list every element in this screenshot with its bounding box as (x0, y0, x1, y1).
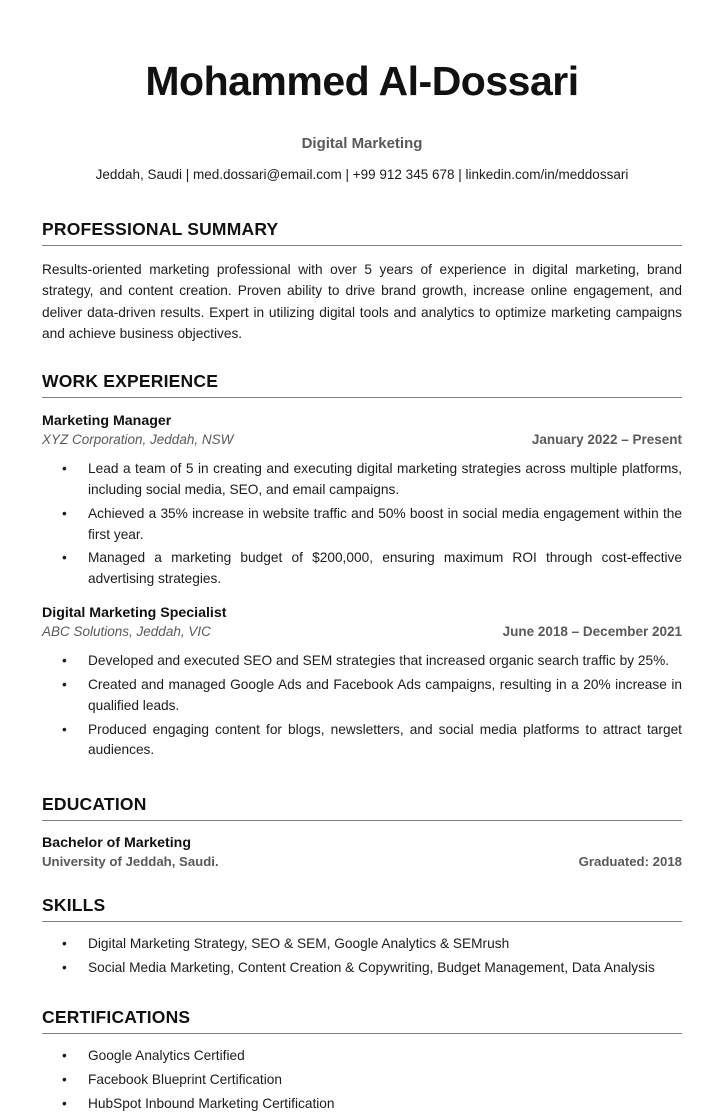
job-dates: January 2022 – Present (532, 432, 682, 447)
section-certifications (42, 1007, 682, 1114)
job-bullet: • Achieved a 35% increase in website traffic and 50% boost in social media engagement within the first year. (42, 504, 682, 546)
job-bullet: • Managed a marketing budget of $200,000, ensuring maximum ROI through cost-effective advertising strategies. (42, 548, 682, 590)
section-education (42, 794, 682, 869)
job-company: XYZ Corporation, Jeddah, NSW (42, 432, 233, 447)
job-entry-digital-marketing-specialist (42, 605, 682, 761)
certifications-list (42, 1046, 682, 1114)
section-work-experience (42, 371, 682, 761)
heading-professional-summary: PROFESSIONAL SUMMARY (42, 219, 682, 246)
job-bullet: • Created and managed Google Ads and Facebook Ads campaigns, resulting in a 20% increase in qualified leads. (42, 675, 682, 717)
graduation-date: Graduated: 2018 (579, 854, 682, 869)
skill-item: • Social Media Marketing, Content Creation & Copywriting, Budget Management, Data Analysis (42, 958, 682, 979)
job-meta-row (42, 432, 682, 447)
job-bullet-list (42, 459, 682, 590)
education-meta-row (42, 854, 682, 869)
job-bullet: • Lead a team of 5 in creating and executing digital marketing strategies across multiple platforms, including social media, SEO, and email campaigns. (42, 459, 682, 501)
school-name: University of Jeddah, Saudi. (42, 854, 219, 869)
resume-header (42, 58, 682, 182)
job-title: Digital Marketing Specialist (42, 605, 682, 621)
heading-skills: SKILLS (42, 895, 682, 922)
education-entry (42, 835, 682, 869)
job-title: Marketing Manager (42, 413, 682, 429)
heading-work-experience: WORK EXPERIENCE (42, 371, 682, 398)
summary-paragraph: Results-oriented marketing professional with over 5 years of experience in digital marketing, brand strategy, and content creation. Proven ability to drive brand growth, increase online engagement, and deliver data-driven results. Expert in utilizing digital tools and analytics to optimize marketing campaigns and achieve business objectives. (42, 259, 682, 344)
heading-certifications: CERTIFICATIONS (42, 1007, 682, 1034)
job-bullet: • Produced engaging content for blogs, newsletters, and social media platforms to attract target audiences. (42, 720, 682, 762)
job-company: ABC Solutions, Jeddah, VIC (42, 624, 211, 639)
certification-item: • HubSpot Inbound Marketing Certification (42, 1094, 682, 1114)
job-bullet-list (42, 651, 682, 761)
job-entry-marketing-manager (42, 413, 682, 590)
section-skills (42, 895, 682, 979)
candidate-job-title: Digital Marketing (42, 135, 682, 152)
skill-item: • Digital Marketing Strategy, SEO & SEM, Google Analytics & SEMrush (42, 934, 682, 955)
candidate-name: Mohammed Al-Dossari (42, 58, 682, 105)
contact-line: Jeddah, Saudi | med.dossari@email.com | +99 912 345 678 | linkedin.com/in/meddossari (42, 167, 682, 182)
skills-list (42, 934, 682, 979)
job-dates: June 2018 – December 2021 (503, 624, 682, 639)
job-meta-row (42, 624, 682, 639)
heading-education: EDUCATION (42, 794, 682, 821)
section-professional-summary (42, 219, 682, 344)
certification-item: • Facebook Blueprint Certification (42, 1070, 682, 1091)
certification-item: • Google Analytics Certified (42, 1046, 682, 1067)
job-bullet: • Developed and executed SEO and SEM strategies that increased organic search traffic by 25%. (42, 651, 682, 672)
degree-title: Bachelor of Marketing (42, 835, 682, 851)
